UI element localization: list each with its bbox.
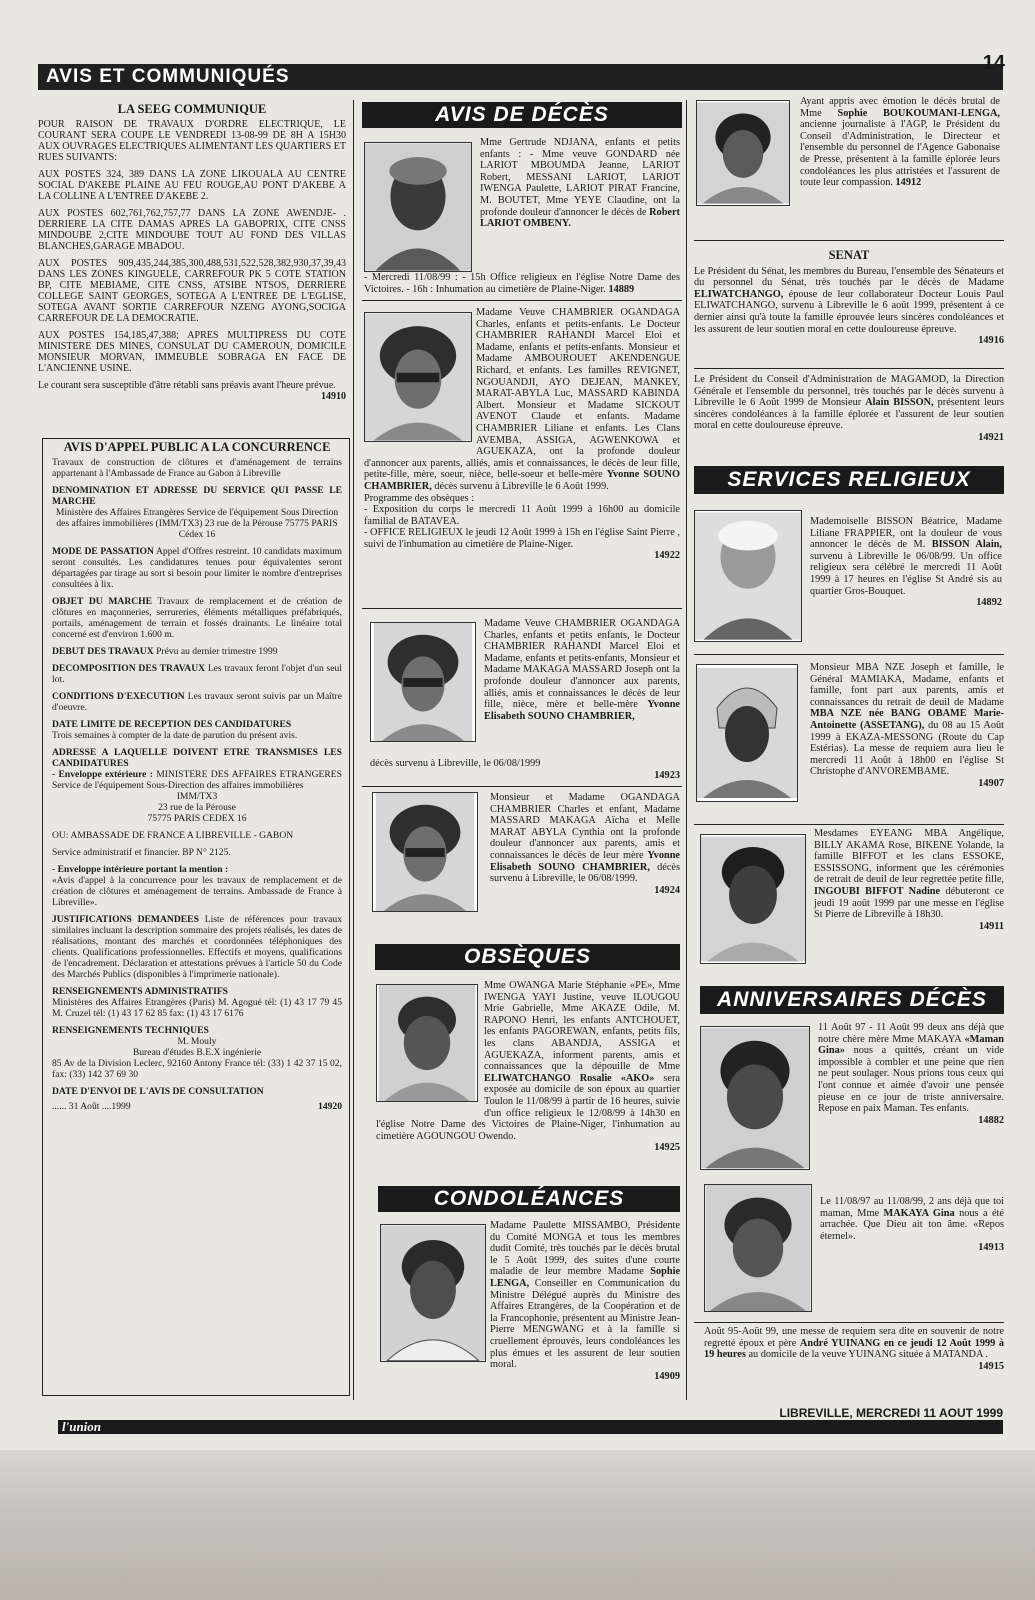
condoleances-after: Conseiller en Communication du Ministre Délégué auprès du Ministre des Affaires Etrangères, de la Coopération et de la Francophonie, présentent au Ministre Jean-Pierre MENGWANG et à la famille si cruellement éprouvés, leurs condoléances les plus émues et les assurent de leur soutien moral. <box>490 1277 680 1371</box>
senat-title: SENAT <box>828 248 870 262</box>
tender-cond: Les travaux seront suivis par un Maître d'oeuvre. <box>52 691 343 713</box>
deces-a2-prog2: - OFFICE RELIGIEUX le jeudi 12 Août 1999 à 15h en l'église Saint Pierre , suivi de l'inhumation au cimetière de Plaine-Niger. <box>364 527 680 550</box>
magamod-text: Le Président du Conseil d'Administration de MAGAMOD, la Direction Générale et l'ensemble du personnel, très touchés par le décès survenu à Libreville le 6 Août 1999 de Monsieur <box>694 374 1004 409</box>
obseques-after: sera exposée au domicile de son époux au quartier Toulon le 11/08/99 à partir de 16 heures, suivie d'un office religieux le 12/08/99 à 14h30 en l'église Notre Dame des Victoires de Plaine-Niger, l'inhumation au cimetière AGOUNGOU Owendo. <box>376 1072 680 1142</box>
divider <box>362 608 682 609</box>
obseques-name: ELIWATCHANGO Rosalie «AKO» <box>484 1072 655 1084</box>
tender-env-ext-label: - Enveloppe extérieure : <box>52 769 153 780</box>
tender-justif: Liste de références pour travaux similaires incluant la description sommaire des projets réalisés, les dates de réalisations, montant des marchés et coordonnées téléphoniques des clients. Qualifications professionnelles. Effectifs et moyens, qualifications de l'encadrement. Déclaration et attestations prévues à l'article 50 du Code des Marchés Publics (disponibles à l'imprimerie nationale). <box>52 914 342 980</box>
s3-name: INGOUBI BIFFOT Nadine <box>814 885 941 897</box>
portrait-photo <box>370 622 476 742</box>
service-s3 <box>814 828 1004 932</box>
condoleances-heading: CONDOLÉANCES <box>378 1186 680 1212</box>
magamod-ref: 14921 <box>978 431 1004 443</box>
seeg-p6: Le courant sera susceptible d'âtre rétabli sans préavis avant l'heure prévue. <box>38 380 336 391</box>
senat-name: ELIWATCHANGO, <box>694 288 784 300</box>
tender-h-rens-admin: RENSEIGNEMENTS ADMINISTRATIFS <box>52 986 229 997</box>
portrait-icon <box>365 143 471 271</box>
tender-ref: 14920 <box>318 1101 342 1112</box>
deces-a1-prog-box <box>364 272 680 295</box>
divider <box>694 240 1004 241</box>
deces-a3-after: décès survenu à Libreville, le 06/08/1999 <box>370 758 541 769</box>
deces-a3-name: Yvonne Elisabeth SOUNO CHAMBRIER, <box>484 699 680 722</box>
s3-text: Mesdames EYEANG MBA Angélique, BILLY AKAMA Rose, BIKENE Yolande, la famille BIFFOT et les clans ESSOKE, ESSISSONG, informent que les cérémonies de retrait de deuil de leur regrettée petite fille, <box>814 828 1004 886</box>
s3-after: débuteront ce jeudi 19 août 1999 par une messe en l'église St Pierre de Libreville à 18h30. <box>814 885 1004 921</box>
senat-ref: 14916 <box>978 335 1004 347</box>
s2-after: du 08 au 15 Août 1999 à EKAZA-MESSONG (Route du Cap Estérias). La messe de requiem aura lieu le mercredi 11 Août à 18h00 en l'église St Christophe d'ANVOREMBAME. <box>810 719 1004 778</box>
agp-text: Ayant appris avec émotion le décès brutal de Mme <box>800 96 1000 119</box>
portrait-icon <box>701 835 805 963</box>
tender-decomp: Les travaux feront l'objet d'un seul lot. <box>52 663 343 685</box>
seeg-notice <box>38 104 346 402</box>
tender-ou: OU: AMBASSADE DE FRANCE A LIBREVILLE - GABON <box>52 830 294 841</box>
service-s1 <box>810 516 1002 609</box>
deces-a4-text: Monsieur et Madame OGANDAGA CHAMBRIER Charles et enfant, Madame MASSARD MAKAGA Aïcha et Melle MARAT ABYLA Cynthia ont la profonde douleur d'annoncer aux parents, amis et connaissances le décès de leur mère <box>490 792 680 861</box>
tender-env-addr1: IMM/TX3 <box>176 791 218 802</box>
tender-h-adresse: ADRESSE A LAQUELLE DOIVENT ETRE TRANSMISES LES CANDIDATURES <box>52 747 342 769</box>
agp-ref: 14912 <box>895 177 922 189</box>
tender-h-rens-tech: RENSEIGNEMENTS TECHNIQUES <box>52 1025 209 1036</box>
anniv-a3 <box>704 1326 1004 1372</box>
s2-name: MBA NZE née BANG OBAME Marie-Antoinette (ASSETANG), <box>810 708 1004 731</box>
magamod-notice <box>694 374 1004 444</box>
tender-debut: Prévu au dernier trimestre 1999 <box>156 646 278 657</box>
anniv-a1 <box>818 1022 1004 1126</box>
service-s2 <box>696 662 1004 800</box>
portrait-photo <box>696 100 790 206</box>
seeg-title: LA SEEG COMMUNIQUE <box>117 102 267 116</box>
tender-objet: Travaux de remplacement et de création de clôtures en maçonneries, serrureries, éléments métalliques préfabriqués, portails, aménagement de terrain et fossés drainants. Le linéaire total concerné est d'environ 1.600 m. <box>52 596 343 640</box>
tender-env-ext: MINISTERE DES AFFAIRES ETRANGERES Service de l'équipement Sous-Direction des affaires immobilières <box>52 769 342 791</box>
senat-notice <box>694 250 1004 347</box>
agp-after: ancienne journaliste à l'AGP, le Président du Conseil d'Administration, le Directeur et l'ensemble du personnel de l'Agence Gabonaise de Presse, présentent à la famille éplorée leurs condoléances les plus attristées et l'assurent de toute leur compassion. <box>800 119 1000 189</box>
anniv-a1-name: «Maman Gina» <box>818 1033 1004 1057</box>
deces-a4-ref: 14924 <box>654 884 680 896</box>
s2-ref: 14907 <box>978 777 1004 789</box>
section-title: AVIS ET COMMUNIQUÉS <box>46 66 290 87</box>
obseques-text: Mme OWANGA Marie Stéphanie «PE», Mme IWENGA YAYI Justine, veuve ILOUGOU Mrie Gabrielle, Mme AKAZE Odile, M. RAPONO Henri, les enfants ANTCHOUET, les enfants PAGOREWAN, enfants, petits fils, les clans ABANDJA, ASSIGA et AGUEKAZA, informent parents, amis et connaissances que la dépouille de Mme <box>484 980 680 1073</box>
obseques-notice <box>376 980 680 1154</box>
deces-a1-text: Mme Gertrude NDJANA, enfants et petits enfants : - Mme veuve GONDARD née LARIOT MBOUMDA Jeanne, LARIOT Robert, MESSANI LARIOT, LARIOT IWENGA Paulette, LARIOT PIRAT Francine, M. BOUTET, Mme YEYE Claudine, ont la profonde douleur d'annoncer le décès de <box>480 137 680 218</box>
anniv-a3-name: André YUINANG en ce jeudi 12 Août 1999 à 19 heures <box>704 1337 1004 1361</box>
tender-env-addr2: 23 rue de la Pérouse <box>158 802 236 813</box>
portrait-icon <box>371 623 475 741</box>
tender-h-date-envoi: DATE D'ENVOI DE L'AVIS DE CONSULTATION <box>52 1086 264 1097</box>
anniv-a2-ref: 14913 <box>978 1242 1004 1254</box>
deces-a4-name: Yvonne Elisabeth SOUNO CHAMBRIER, <box>490 849 680 873</box>
portrait-icon <box>705 1185 811 1311</box>
portrait-photo <box>372 792 478 912</box>
deces-a2-prog-title: Programme des obsèques : <box>364 492 475 504</box>
anniv-a3-after: au domicile de la veuve YUINANG située à MATANDA . <box>748 1349 989 1361</box>
anniv-a1-after: nous a quittés, créant un vide impossible à combler et une peine que rien ne peut soulager. Nous prions tous ceux qui l'ont connue et aimée d'avoir une pensée pieuse en ce jour de triste anniversaire. Repose en paix Maman. Tes enfants. <box>818 1045 1004 1115</box>
divider <box>362 300 682 301</box>
seeg-p2: AUX POSTES 324, 389 DANS LA ZONE LIKOUALA AU CENTRE SOCIAL D'AKEBE PLAINE AU FEU ROUGE,AU PONT D'AKEBE A LA COLLINE A L'ENTREE D'AKEBE 2. <box>38 169 346 202</box>
portrait-photo <box>700 1026 810 1170</box>
s1-ref: 14892 <box>976 597 1002 609</box>
tender-h-objet: OBJET DU MARCHE <box>52 596 153 607</box>
anniv-a2-after: nous a été arrachée. Que Dieu ait ton âme. «Repos éternel». <box>820 1207 1004 1242</box>
tender-h-debut: DEBUT DES TRAVAUX <box>52 646 154 657</box>
tender-title: AVIS D'APPEL PUBLIC A LA CONCURRENCE <box>63 440 331 454</box>
senat-text: Le Président du Sénat, les membres du Bureau, l'ensemble des Sénateurs et du personnel du Sénat, très touchés par le décès de Madame <box>694 265 1004 289</box>
tender-env-addr3: 75775 PARIS CEDEX 16 <box>147 813 247 824</box>
portrait-icon <box>697 101 789 205</box>
tender-rens-tech2: Bureau d'études B.E.X ingénierie <box>132 1047 262 1058</box>
tender-intro: Travaux de construction de clôtures et d'aménagement de terrains appartenant à l'Ambassade de France au Gabon à Libreville <box>52 457 342 479</box>
anniv-heading: ANNIVERSAIRES DÉCÈS <box>700 986 1004 1014</box>
dateline: LIBREVILLE, MERCREDI 11 AOUT 1999 <box>779 1406 1003 1420</box>
tender-rens-tech1: M. Mouly <box>177 1036 217 1047</box>
section-header-bar <box>38 64 1003 90</box>
anniv-a3-ref: 14915 <box>978 1360 1004 1372</box>
seeg-p3: AUX POSTES 602,761,762,757,77 DANS LA ZONE AWENDJE- . DERRIERE LA CITE DAMAS APRES LA GABOPRIX, CITE CNSS MINDOUBE 2,CITE MINDOUBE TOUT AU FOND DES VILLAS BLANCHES,GARAGE MBADOU. <box>38 208 346 252</box>
anniv-a2-text: Le 11/08/97 au 11/08/99, 2 ans déjà que toi maman, Mme <box>820 1196 1004 1219</box>
agp-name: Sophie BOUKOUMANI-LENGA, <box>837 107 1000 119</box>
deces-a2-prog1: - Exposition du corps le mercredi 11 Août 1999 à 16h00 au domicile familial de BATAVEA. <box>364 504 680 527</box>
s3-ref: 14911 <box>978 920 1004 932</box>
tender-denom: Ministère des Affaires Etrangères Service de l'équipement Sous Direction des affaires immobilières (IMM/TX3) 23 rue de la Pérouse 75775 PARIS Cédex 16 <box>55 507 339 540</box>
tender-env-int-label: - Enveloppe intérieure portant la mention : <box>52 864 229 875</box>
tender-rens-tech3: 85 Av de la Division Leclerc, 92160 Antony France tél: (33) 1 42 37 15 02, fax: (33) 142 37 69 30 <box>52 1058 342 1080</box>
s1-text: Mademoiselle BISSON Béatrice, Madame Liliane FRAPPIER, ont la douleur de vous annoncer le décès de M. <box>810 516 1002 551</box>
deces-a2-after: décès survenu à Libreville le 6 Août 1999. <box>434 480 609 492</box>
tender-rens-admin: Ministères des Affaires Etrangères (Paris) M. Agogué tél: (1) 43 17 79 45 M. Cruzel tél: (1) 43 17 62 85 fax: (1) 43 17 6176 <box>52 997 342 1019</box>
tender-h-cond: CONDITIONS D'EXECUTION <box>52 691 185 702</box>
s1-name: BISSON Alain, <box>931 539 1002 551</box>
tender-h-mode: MODE DE PASSATION <box>52 546 154 557</box>
deces-a2 <box>364 307 680 562</box>
deces-a1-ref: 14889 <box>608 283 635 295</box>
tender-h-decomp: DECOMPOSITION DES TRAVAUX <box>52 663 206 674</box>
column-rule-2 <box>686 100 687 1400</box>
condoleances-name: Sophie LENGA, <box>490 1266 681 1289</box>
seeg-p5: AUX POSTES 154,185,47,388; APRES MULTIPRESS DU COTE MINISTERE DES MINES, CONSULAT DU CAMEROUN, DOMICILE MONSIEUR MORVAN, IMMEUBLE SOBRAGA EN FACE DE L'ANCIENNE USINE. <box>38 330 346 374</box>
deces-a3-text: Madame Veuve CHAMBRIER OGANDAGA Charles, enfants et petits enfants, le Docteur CHAMBRIER RAHANDI Marcel Eloi et Madame, enfants et petits-enfants, Monsieur et Madame MAKAGA MASSARD Joseph ont la profonde douleur d'annoncer aux parents, alliés, amis et connaissances le décès de leur fille, nièce, mère et belle-mère <box>484 618 680 711</box>
deces-a1 <box>480 137 680 230</box>
footer-bar <box>58 1420 1003 1434</box>
portrait-photo <box>700 834 806 964</box>
tender-mode: Appel d'Offres restreint. 10 candidats maximum seront consultés. Les candidatures tenues pour équivalentes seront départagées par tirage au sort si besoin pour limiter le nombre d'entreprises consultées à lix. <box>52 546 342 590</box>
page-number: 14 <box>982 52 1005 74</box>
tender-notice <box>52 442 342 1112</box>
anniv-a2-name: MAKAYA Gina <box>883 1207 955 1219</box>
page-edge-shadow <box>0 1450 1035 1600</box>
magamod-name: Alain BISSON, <box>865 397 934 409</box>
seeg-ref: 14910 <box>321 391 346 402</box>
condoleances-ref: 14909 <box>654 1370 680 1382</box>
tender-service: Service administratif et financier. BP N° 2125. <box>52 847 231 858</box>
tender-limite: Trois semaines à compter de la date de parution du présent avis. <box>52 730 298 741</box>
deces-a2-ref: 14922 <box>654 550 680 562</box>
divider <box>694 368 1004 369</box>
deces-a4 <box>490 792 680 896</box>
portrait-icon <box>373 793 477 911</box>
deces-a4-after: décès survenu à Libreville, le 06/08/1999. <box>490 861 680 885</box>
deces-a2-text: Madame Veuve CHAMBRIER OGANDAGA Charles, enfants et petits-enfants. Le Docteur CHAMBRIER RAHANDI Marcel Eloi et Madame, enfants et petits-enfants. Monsieur et Madame AMBOUROUET AKENDENGUE Richard, et enfants. Les familles REVIGNET, NGOUANDJI, AYO DEJEAN, MANKEY, MARAT-ABYLA Luc, MASSARD KABINDA Albert. Monsieur et Madame SICKOUT AVENOT Claude et enfants. Madame CHAMBRIER Liliane et enfants. Les Clans AVEMBA, ASSIGA, AGWENKOWA et AGUEKAZA, ont la profonde douleur d'annoncer aux parents, alliés, amis et connaissances, le décès de leur fille, petite-fille, mère, soeur, nièce, belle-soeur et belle-mère <box>364 307 680 481</box>
deces-a3-ref: 14923 <box>654 769 680 781</box>
tender-env-int: «Avis d'appel à la concurrence pour les travaux de remplacement et de création de clôtures et aménagement de terrains. Ambassade de France à Libreville». <box>52 875 342 908</box>
s1-after: survenu à Libreville le 06/08/99. Un office religieux sera célébré le mercredi 11 Août 1999 à 17 heures en l'église St André sis au quartier Gros-Bouquet. <box>810 550 1002 597</box>
tender-date-envoi: ...... 31 Août ....1999 <box>52 1101 131 1112</box>
tender-h-limite: DATE LIMITE DE RECEPTION DES CANDIDATURES <box>52 719 292 730</box>
condoleances-notice <box>380 1220 680 1382</box>
tender-h-denom: DENOMINATION ET ADRESSE DU SERVICE QUI PASSE LE MARCHE <box>52 485 342 507</box>
portrait-photo <box>694 510 802 642</box>
tender-h-justif: JUSTIFICATIONS DEMANDEES <box>52 914 199 925</box>
portrait-photo <box>704 1184 812 1312</box>
portrait-icon <box>701 1027 809 1169</box>
divider <box>694 1322 1004 1323</box>
anniv-a2 <box>820 1196 1004 1254</box>
seeg-p1: POUR RAISON DE TRAVAUX D'ORDRE ELECTRIQUE, LE COURANT SERA COUPE LE VENDREDI 13-08-99 DE 8H A 15H30 AUX OUVRAGES ELECTRIQUES ALIMENTANT LES QUARTIERS ET RUES SUIVANTS: <box>38 119 346 163</box>
services-heading: SERVICES RELIGIEUX <box>694 466 1004 494</box>
deces-heading: AVIS DE DÉCÈS <box>362 102 682 128</box>
column-rule-1 <box>353 100 354 1400</box>
agp-notice <box>800 96 1000 189</box>
magamod-after: présentent leurs sincères condoléances à la famille éplorée et l'assurent de leur soutien moral en cette douloureuse épreuve. <box>694 397 1004 432</box>
anniv-a1-text: 11 Août 97 - 11 Août 99 deux ans déjà que notre chère mère Mme MAKAYA <box>818 1022 1004 1045</box>
s2-text: Monsieur MBA NZE Joseph et famille, le Général MAMIAKA, Madame, enfants et famille, font part aux parents, amis et connaissances du retrait de deuil de Madame <box>810 662 1004 708</box>
obseques-heading: OBSÈQUES <box>375 944 680 970</box>
deces-a3 <box>484 618 680 722</box>
divider <box>694 824 1004 825</box>
divider <box>362 786 682 787</box>
condoleances-text: Madame Paulette MISSAMBO, Présidente du Comité MONGA et tous les membres dudit Comité, très touchés par le décès brutal le 5 Août 1999, des suites d'une courte maladie de leur membre Madame <box>490 1220 680 1278</box>
seeg-p4: AUX POSTES 909,435,244,385,300,488,531,522,528,382,930,37,39,43 DANS LES ZONES KINGUELE, CARREFOUR PK 5 COTE STATION BP, CITE MEBIAME, CITE CNSS, ATSIBE NTSOS, DERRIERE COLLEGE SAINT GEORGES, SOTEGA A L'ENTREE DE L'EGLISE, SOTEGA AVANT SORTIE CARREFOUR NZENG AYONG,SOCIGA CARREFOUR DE LA DEMOCRATIE. <box>38 258 346 324</box>
senat-after: épouse de leur collaborateur Docteur Louis Paul ELIWATCHANGO, survenu à Libreville le 6 août 1999, présentent à ce dernier ainsi qu'à toute la famille éprouvée leurs sincères condoléances et les assurent de leur soutien moral en cette douloureuse épreuve. <box>694 288 1004 335</box>
deces-a3-bottom <box>370 758 680 781</box>
deces-a1-prog: - Mercredi 11/08/99 : - 15h Office religieux en l'église Notre Dame des Victoires. - 16h : Inhumation au cimetière de Plaine-Niger. <box>364 272 680 295</box>
anniv-a1-ref: 14882 <box>978 1114 1004 1126</box>
obseques-ref: 14925 <box>654 1142 680 1154</box>
portrait-icon <box>695 511 801 641</box>
deces-a1-name: Robert LARIOT OMBENY. <box>480 206 680 230</box>
anniv-a3-text: Août 95-Août 99, une messe de requiem sera dite en souvenir de notre regretté époux et père <box>704 1326 1004 1349</box>
portrait-photo <box>364 142 472 272</box>
deces-a2-name: Yvonne SOUNO CHAMBRIER, <box>364 469 680 492</box>
newspaper-name: l'union <box>62 1419 102 1434</box>
divider <box>694 654 1004 655</box>
